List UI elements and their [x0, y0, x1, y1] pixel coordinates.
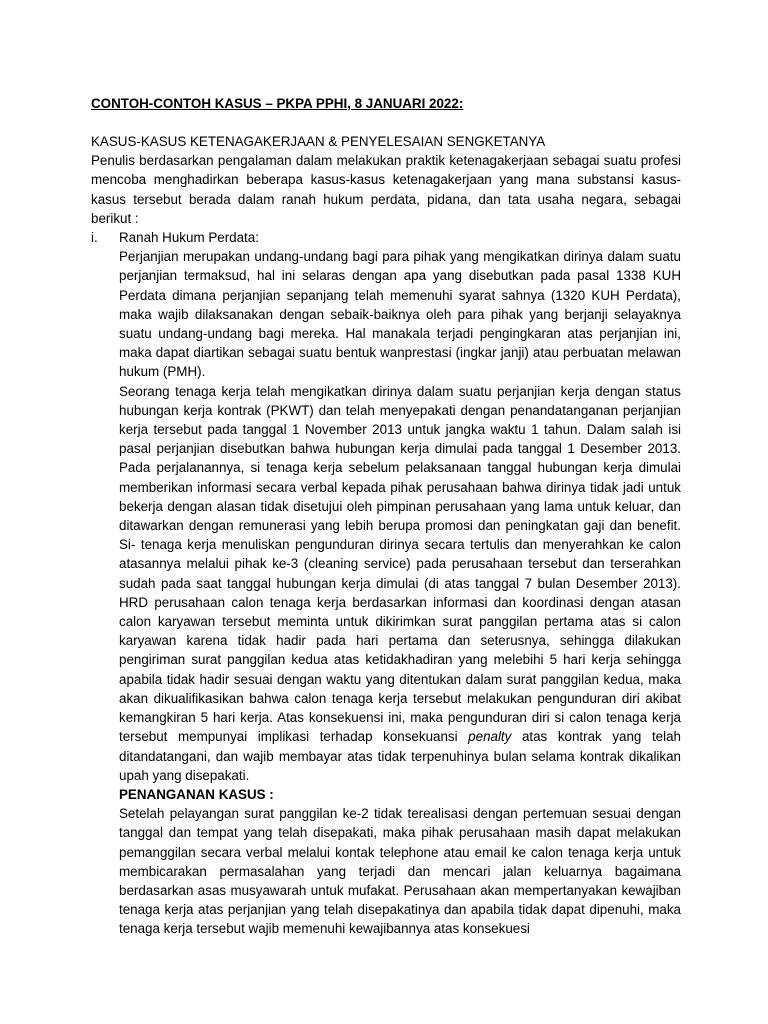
- list-item-number: i.: [91, 230, 98, 246]
- list-item-heading: Ranah Hukum Perdata:: [119, 230, 259, 246]
- paragraph-case: [119, 382, 681, 785]
- paragraph-handling: Setelah pelayangan surat panggilan ke-2 tidak terealisasi dengan pertemuan sesuai dengan tanggal dan tempat yang telah disepakati, maka pihak perusahaan masih dapat melakukan pemanggilan secara verbal melalui kontak telephone atau email ke calon tenaga kerja untuk membicarakan permasalahan yang terjadi dan mencari jalan keluarnya bagaimana berdasarkan asas musyawarah untuk mufakat. Perusahaan akan mempertanyakan kewajiban tenaga kerja atas perjanjian yang telah disepakatinya dan apabila tidak dapat dipenuhi, maka tenaga kerja tersebut wajib memenuhi kewajibannya atas konsekuesi: [119, 806, 681, 937]
- list-item-content: [119, 247, 681, 938]
- handling-heading: PENANGANAN KASUS :: [119, 786, 274, 802]
- section-heading: KASUS-KASUS KETENAGAKERJAAN & PENYELESAIAN SENGKETANYA: [91, 134, 546, 149]
- case-text-part2: atas kontrak yang telah ditandatangani, dan wajib membayar atas tidak terpenuhinya bulan selama kontrak dikalikan upah yang disepakati.: [119, 729, 681, 783]
- case-text-part1: Seorang tenaga kerja telah mengikatkan dirinya dalam suatu perjanjian kerja dengan status hubungan kerja kontrak (PKWT) dan telah menyepakati dengan penandatanganan perjanjian kerja tersebut pada tanggal 1 November 2013 untuk jangka waktu 1 tahun. Dalam salah isi pasal perjanjian disebutkan bahwa hubungan kerja dimulai pada tanggal 1 Desember 2013. Pada perjalanannya, si tenaga kerja sebelum pelaksanaan tanggal hubungan kerja dimulai memberikan informasi secara verbal kepada pihak perusahaan bahwa dirinya tidak jadi untuk bekerja dengan alasan tidak disetujui oleh pimpinan perusahaan yang lama untuk keluar, dan ditawarkan dengan remunerasi yang lebih berupa promosi dan peningkatan gaji dan benefit. Si- tenaga kerja menuliskan pengunduran dirinya secara tertulis dan menyerahkan ke calon atasannya melalui pihak ke-3 (cleaning service) pada perusahaan tersebut dan terserahkan sudah pada saat tanggal hubungan kerja dimulai (di atas tanggal 7 bulan Desember 2013). HRD perusahaan calon tenaga kerja berdasarkan informasi dan koordinasi dengan atasan calon karyawan tersebut meminta untuk dikirimkan surat panggilan pertama atas si calon karyawan karena tidak hadir pada hari pertama dan seterusnya, sehingga dilakukan pengiriman surat panggilan kedua atas ketidakhadiran yang melebihi 5 hari kerja sehingga apabila tidak hadir sesuai dengan waktu yang ditentukan dalam surat panggilan kedua, maka akan dikualifikasikan bahwa calon tenaga kerja tersebut melakukan pengunduran diri akibat kemangkiran 5 hari kerja. Atas konsekuensi ini, maka pengunduran diri si calon tenaga kerja tersebut mempunyai implikasi terhadap konsekuansi: [119, 383, 681, 745]
- document-title: CONTOH-CONTOH KASUS – PKPA PPHI, 8 JANUARI 2022:: [91, 96, 464, 111]
- list-item: [91, 228, 681, 247]
- paragraph-perjanjian: Perjanjian merupakan undang-undang bagi para pihak yang mengikatkan dirinya dalam suatu perjanjian termaksud, hal ini selaras dengan apa yang disebutkan pada pasal 1338 KUH Perdata dimana perjanjian sepanjang telah memenuhi syarat sahnya (1320 KUH Perdata), maka wajib dilaksanakan dengan sebaik-baiknya oleh para pihak yang berjanji selayaknya suatu undang-undang bagi mereka. Hal manakala terjadi pengingkaran atas perjanjian ini, maka dapat diartikan sebagai suatu bentuk wanprestasi (ingkar janji) atau perbuatan melawan hukum (PMH).: [119, 249, 681, 380]
- document-body: [91, 132, 681, 939]
- case-text-italic: penalty: [468, 729, 512, 745]
- intro-paragraph: Penulis berdasarkan pengalaman dalam melakukan praktik ketenagakerjaan sebagai suatu profesi mencoba menghadirkan beberapa kasus-kasus ketenagakerjaan yang mana substansi kasus-kasus tersebut berada dalam ranah hukum perdata, pidana, dan tata usaha negara, sebagai berikut :: [91, 153, 681, 226]
